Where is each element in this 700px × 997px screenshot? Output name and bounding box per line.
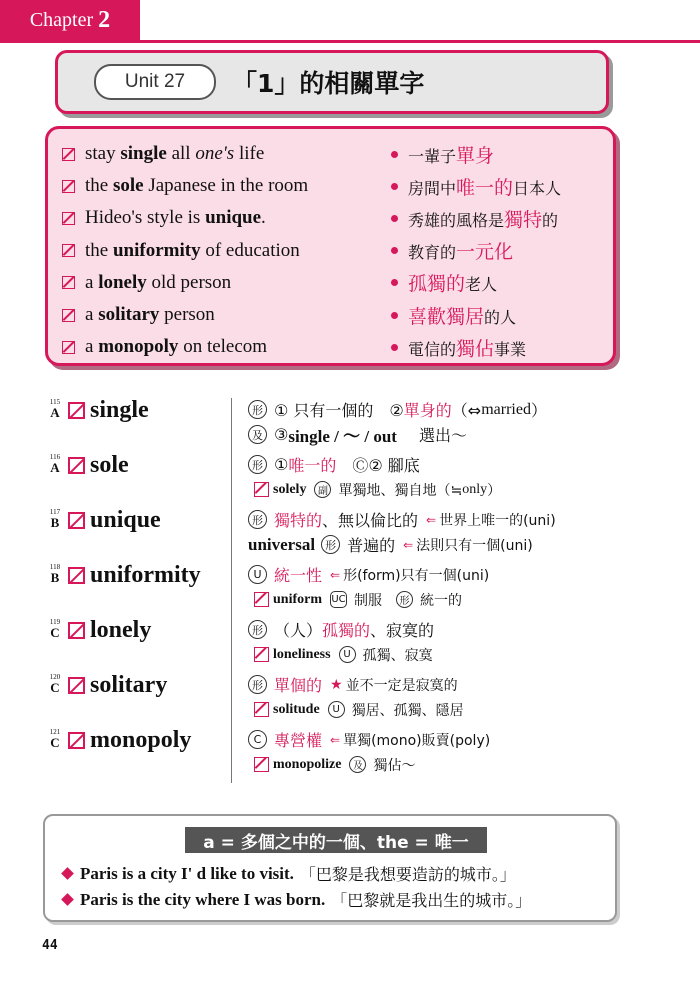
- definition-keyword: 唯一的: [288, 456, 337, 475]
- arrow-icon: ⇐: [426, 512, 437, 527]
- bullet-icon: [391, 279, 398, 286]
- entry-index: [48, 399, 62, 419]
- definition-en: only: [462, 481, 488, 497]
- phrase-zh: [408, 269, 497, 296]
- star-icon: ★: [330, 676, 343, 693]
- phrase-zh-keyword: 唯一的: [456, 176, 514, 199]
- pos-icon: 及: [349, 756, 366, 773]
- pos-icon: 形: [396, 591, 413, 608]
- pos-icon: C: [248, 730, 267, 749]
- phrase-zh-text: 一輩子: [408, 146, 457, 166]
- phrase-zh-keyword: 喜歡獨居: [408, 305, 485, 328]
- phrase-keyword: uniformity: [112, 239, 201, 261]
- phrase-zh-keyword: 獨特: [504, 208, 543, 231]
- definition-line: [248, 397, 618, 422]
- phrase-row: [62, 236, 607, 266]
- diamond-bullet-icon: [61, 893, 74, 906]
- phrase-text: life: [234, 143, 265, 164]
- definition: [248, 397, 618, 447]
- phrase-text: on telecom: [178, 336, 268, 358]
- headword: sole: [90, 452, 129, 478]
- derived-word: [254, 697, 618, 722]
- phrase-text: the: [85, 239, 113, 261]
- definition-text: 孤獨、寂寞: [362, 647, 433, 664]
- bullet-icon: [391, 215, 398, 222]
- vocab-word: [68, 727, 191, 754]
- definition-text: ）: [487, 482, 502, 499]
- phrase-row: [62, 268, 607, 298]
- diamond-bullet-icon: [61, 867, 74, 880]
- checkbox-icon[interactable]: [62, 180, 75, 193]
- checkbox-icon[interactable]: [254, 592, 269, 607]
- phrase-row: [62, 332, 607, 362]
- definition-keyword: 獨特的: [274, 511, 323, 530]
- entry-number: 117: [49, 508, 61, 516]
- checkbox-icon[interactable]: [68, 732, 85, 749]
- vocab-word: [68, 507, 161, 534]
- phrase-keyword: solitary: [98, 304, 160, 325]
- definition-text: 單獨地、獨自地（≒: [338, 482, 463, 499]
- definition: [248, 672, 618, 722]
- definition-text: 統一的: [420, 592, 462, 609]
- tip-example: [63, 862, 516, 885]
- unit-title: 「1」的相關單字: [232, 69, 425, 98]
- checkbox-icon[interactable]: [68, 512, 85, 529]
- definition-line: [248, 452, 618, 477]
- definition-text: ①: [274, 455, 289, 474]
- entry-index: [48, 509, 62, 529]
- etymology-note: 世界上唯一的(uni): [439, 512, 556, 529]
- vocab-word: [68, 672, 167, 699]
- etymology-note: 單獨(mono)販賣(poly): [343, 732, 491, 749]
- checkbox-icon[interactable]: [254, 482, 269, 497]
- definition-line: [248, 532, 618, 557]
- definition-line: [248, 672, 618, 697]
- phrase-zh: [408, 334, 526, 361]
- definition-line: [248, 422, 618, 447]
- phrase-en: [85, 272, 391, 294]
- phrase-zh-text: 電信的: [408, 339, 457, 359]
- pos-icon: 形: [248, 510, 267, 529]
- phrase-text: old person: [146, 271, 232, 293]
- checkbox-icon[interactable]: [254, 702, 269, 717]
- phrase-text: stay: [85, 143, 121, 164]
- headword: solitary: [90, 672, 168, 698]
- derived-headword: uniform: [273, 591, 322, 607]
- derived-word: [254, 752, 618, 777]
- phrase-text: Hideo's style is: [85, 207, 206, 229]
- phrase-zh: [408, 205, 558, 232]
- definition-text: ① 只有一個的 ②: [274, 401, 404, 420]
- phrase-en: [85, 336, 391, 358]
- vocab-word: [68, 617, 151, 644]
- phrase-row: [62, 203, 607, 233]
- definition-en: married: [481, 400, 531, 418]
- entry-number: 121: [49, 728, 61, 736]
- definition: [248, 562, 618, 612]
- phrase-text: person: [159, 304, 215, 325]
- vocab-word: [68, 452, 129, 479]
- pos-icon: 副: [314, 481, 331, 498]
- derived-headword: loneliness: [273, 646, 331, 662]
- derived-word: [254, 477, 618, 502]
- phrase-zh: [408, 302, 516, 329]
- checkbox-icon[interactable]: [62, 341, 75, 354]
- headword: lonely: [90, 617, 152, 643]
- derived-headword: solely: [273, 481, 307, 497]
- phrase-zh-text: 教育的: [408, 243, 457, 263]
- derived-word: [254, 642, 618, 667]
- definition: [248, 617, 618, 667]
- derived-word: [254, 587, 618, 612]
- definition-keyword: 專營權: [274, 731, 323, 750]
- checkbox-icon[interactable]: [68, 677, 85, 694]
- chapter-tab: [0, 0, 140, 40]
- entry-number: 116: [49, 453, 61, 461]
- pos-icon: 形: [248, 455, 267, 474]
- entry-level: A: [50, 460, 60, 475]
- phrase-keyword: single: [120, 143, 167, 164]
- checkbox-icon[interactable]: [68, 567, 85, 584]
- pos-icon: U: [339, 646, 356, 663]
- etymology-note: 法則只有一個(uni): [416, 537, 533, 554]
- chapter-label: Chapter: [29, 8, 94, 31]
- definition-en: universal: [248, 534, 316, 554]
- definition-line: [248, 617, 618, 642]
- entry-level: A: [50, 405, 60, 420]
- pos-icon: U: [248, 565, 267, 584]
- definition-keyword: 單個的: [274, 676, 323, 695]
- definition-text: ）: [530, 401, 547, 420]
- definition-line: [248, 727, 618, 752]
- definition-text: 、寂寞的: [370, 621, 435, 640]
- bullet-icon: [391, 183, 398, 190]
- phrase-text: all: [166, 143, 196, 164]
- entry-level: C: [50, 680, 60, 695]
- entry-number: 119: [49, 618, 61, 626]
- definition-line: [248, 507, 618, 532]
- phrase-zh: [408, 173, 561, 200]
- phrase-keyword: sole: [112, 175, 144, 197]
- checkbox-icon[interactable]: [62, 212, 75, 225]
- checkbox-icon[interactable]: [68, 457, 85, 474]
- tip-example-en: Paris is a city I' d like to visit.: [80, 863, 294, 883]
- definition-keyword: 統一性: [274, 566, 323, 585]
- arrow-icon: ⇐: [330, 567, 341, 582]
- derived-headword: solitude: [273, 701, 320, 717]
- bullet-icon: [391, 247, 398, 254]
- phrase-keyword: unique: [205, 207, 262, 229]
- entry-level: B: [50, 515, 60, 530]
- unit-banner: [55, 50, 609, 114]
- bullet-icon: [391, 312, 398, 319]
- headword: monopoly: [90, 727, 192, 753]
- entry-index: [48, 674, 62, 694]
- checkbox-icon[interactable]: [68, 402, 85, 419]
- phrase-text: a: [85, 304, 99, 325]
- phrase-row: [62, 171, 607, 201]
- pos-icon: 形: [321, 535, 340, 554]
- definition-text: 獨佔～: [373, 757, 416, 774]
- etymology-note: 形(form)只有一個(uni): [343, 567, 490, 584]
- definition-text: 制服: [354, 592, 396, 609]
- phrase-en: [85, 240, 391, 262]
- phrase-zh-keyword: 單身: [456, 144, 495, 167]
- phrase-zh-text: 老人: [465, 275, 498, 295]
- definition-keyword: 孤獨的: [322, 621, 371, 640]
- checkbox-icon[interactable]: [62, 244, 75, 257]
- phrase-row: [62, 300, 607, 330]
- phrase-en: [85, 175, 391, 197]
- definition-line: [248, 562, 618, 587]
- arrow-icon: ⇐: [403, 537, 414, 552]
- entry-number: 118: [49, 563, 61, 571]
- entry-index: [48, 564, 62, 584]
- phrase-box: [45, 126, 616, 366]
- entry-index: [48, 619, 62, 639]
- definition-en: single / ～ / out: [288, 427, 397, 446]
- phrase-zh-text: 事業: [494, 339, 527, 359]
- phrase-text: .: [261, 207, 266, 229]
- arrow-icon: ⇐: [330, 732, 341, 747]
- bullet-icon: [391, 151, 398, 158]
- vocab-word: [68, 397, 149, 424]
- checkbox-icon[interactable]: [254, 647, 269, 662]
- headword: single: [90, 397, 149, 423]
- page-number: 44: [42, 938, 58, 953]
- phrase-zh-text: 的: [542, 210, 559, 230]
- pos-icon: U: [328, 701, 345, 718]
- checkbox-icon[interactable]: [62, 276, 75, 289]
- entry-number: 115: [49, 398, 61, 406]
- vocab-word: [68, 562, 201, 589]
- unit-label: Unit 27: [94, 64, 216, 100]
- checkbox-icon[interactable]: [254, 757, 269, 772]
- headword: unique: [90, 507, 161, 533]
- definition-text: 選出～: [402, 426, 467, 445]
- definition-text: 普遍的: [347, 536, 396, 555]
- phrase-zh-text: 的人: [484, 307, 517, 327]
- usage-note: 並不一定是寂寞的: [345, 677, 458, 694]
- pos-icon: UC: [330, 591, 347, 608]
- phrase-zh-text: 秀雄的風格是: [408, 210, 505, 230]
- bullet-icon: [391, 344, 398, 351]
- checkbox-icon[interactable]: [62, 309, 75, 322]
- pos-icon: 形: [248, 620, 267, 639]
- phrase-zh-text: 房間中: [408, 178, 457, 198]
- phrase-zh-keyword: 獨佔: [456, 337, 495, 360]
- phrase-keyword: lonely: [98, 271, 147, 293]
- definition-text: ③: [274, 425, 289, 444]
- phrase-text: Japanese in the room: [143, 175, 309, 197]
- entry-level: C: [50, 735, 60, 750]
- phrase-row: [62, 139, 607, 169]
- definition-text: 獨居、孤獨、隱居: [351, 702, 464, 719]
- phrase-text: one's: [195, 143, 235, 164]
- pos-icon: 形: [248, 675, 267, 694]
- phrase-zh: [408, 237, 513, 264]
- tip-heading: a = 多個之中的一個、the = 唯一: [185, 827, 487, 853]
- tip-example-zh: 「巴黎是我想要造訪的城市。」: [299, 865, 516, 884]
- checkbox-icon[interactable]: [62, 148, 75, 161]
- tip-example-zh: 「巴黎就是我出生的城市。」: [331, 891, 532, 910]
- headword: uniformity: [90, 562, 201, 588]
- phrase-text: of education: [200, 239, 300, 261]
- phrase-text: a: [85, 336, 99, 358]
- definition-keyword: 單身的: [403, 401, 452, 420]
- phrase-text: a: [85, 271, 99, 293]
- entry-level: B: [50, 570, 60, 585]
- vocab-divider: [231, 398, 232, 783]
- phrase-zh-keyword: 孤獨的: [408, 273, 466, 296]
- pos-icon: 形: [248, 400, 267, 419]
- chapter-rule: [0, 40, 700, 43]
- tip-example-en: Paris is the city where I was born.: [80, 889, 326, 909]
- tip-example: [63, 888, 531, 911]
- definition: [248, 507, 618, 557]
- tip-box: [43, 814, 617, 922]
- entry-index: [48, 729, 62, 749]
- entry-index: [48, 454, 62, 474]
- entry-level: C: [50, 625, 60, 640]
- phrase-en: [85, 143, 391, 165]
- definition: [248, 727, 618, 777]
- phrase-en: [85, 304, 391, 326]
- entry-number: 120: [49, 673, 61, 681]
- phrase-text: the: [85, 175, 113, 197]
- definition-text: （人）: [274, 621, 323, 640]
- phrase-zh-keyword: 一元化: [456, 241, 514, 264]
- phrase-en: [85, 207, 391, 229]
- definition-text: Ⓒ② 腳底: [336, 456, 420, 475]
- phrase-zh-text: 日本人: [513, 178, 562, 198]
- phrase-zh: [408, 141, 494, 168]
- definition: [248, 452, 618, 502]
- definition-text: （⇔: [451, 401, 482, 420]
- derived-headword: monopolize: [273, 756, 342, 772]
- chapter-number: 2: [98, 6, 111, 33]
- checkbox-icon[interactable]: [68, 622, 85, 639]
- definition-text: 、無以倫比的: [322, 511, 419, 530]
- pos-icon: 及: [248, 425, 267, 444]
- phrase-keyword: monopoly: [98, 336, 179, 358]
